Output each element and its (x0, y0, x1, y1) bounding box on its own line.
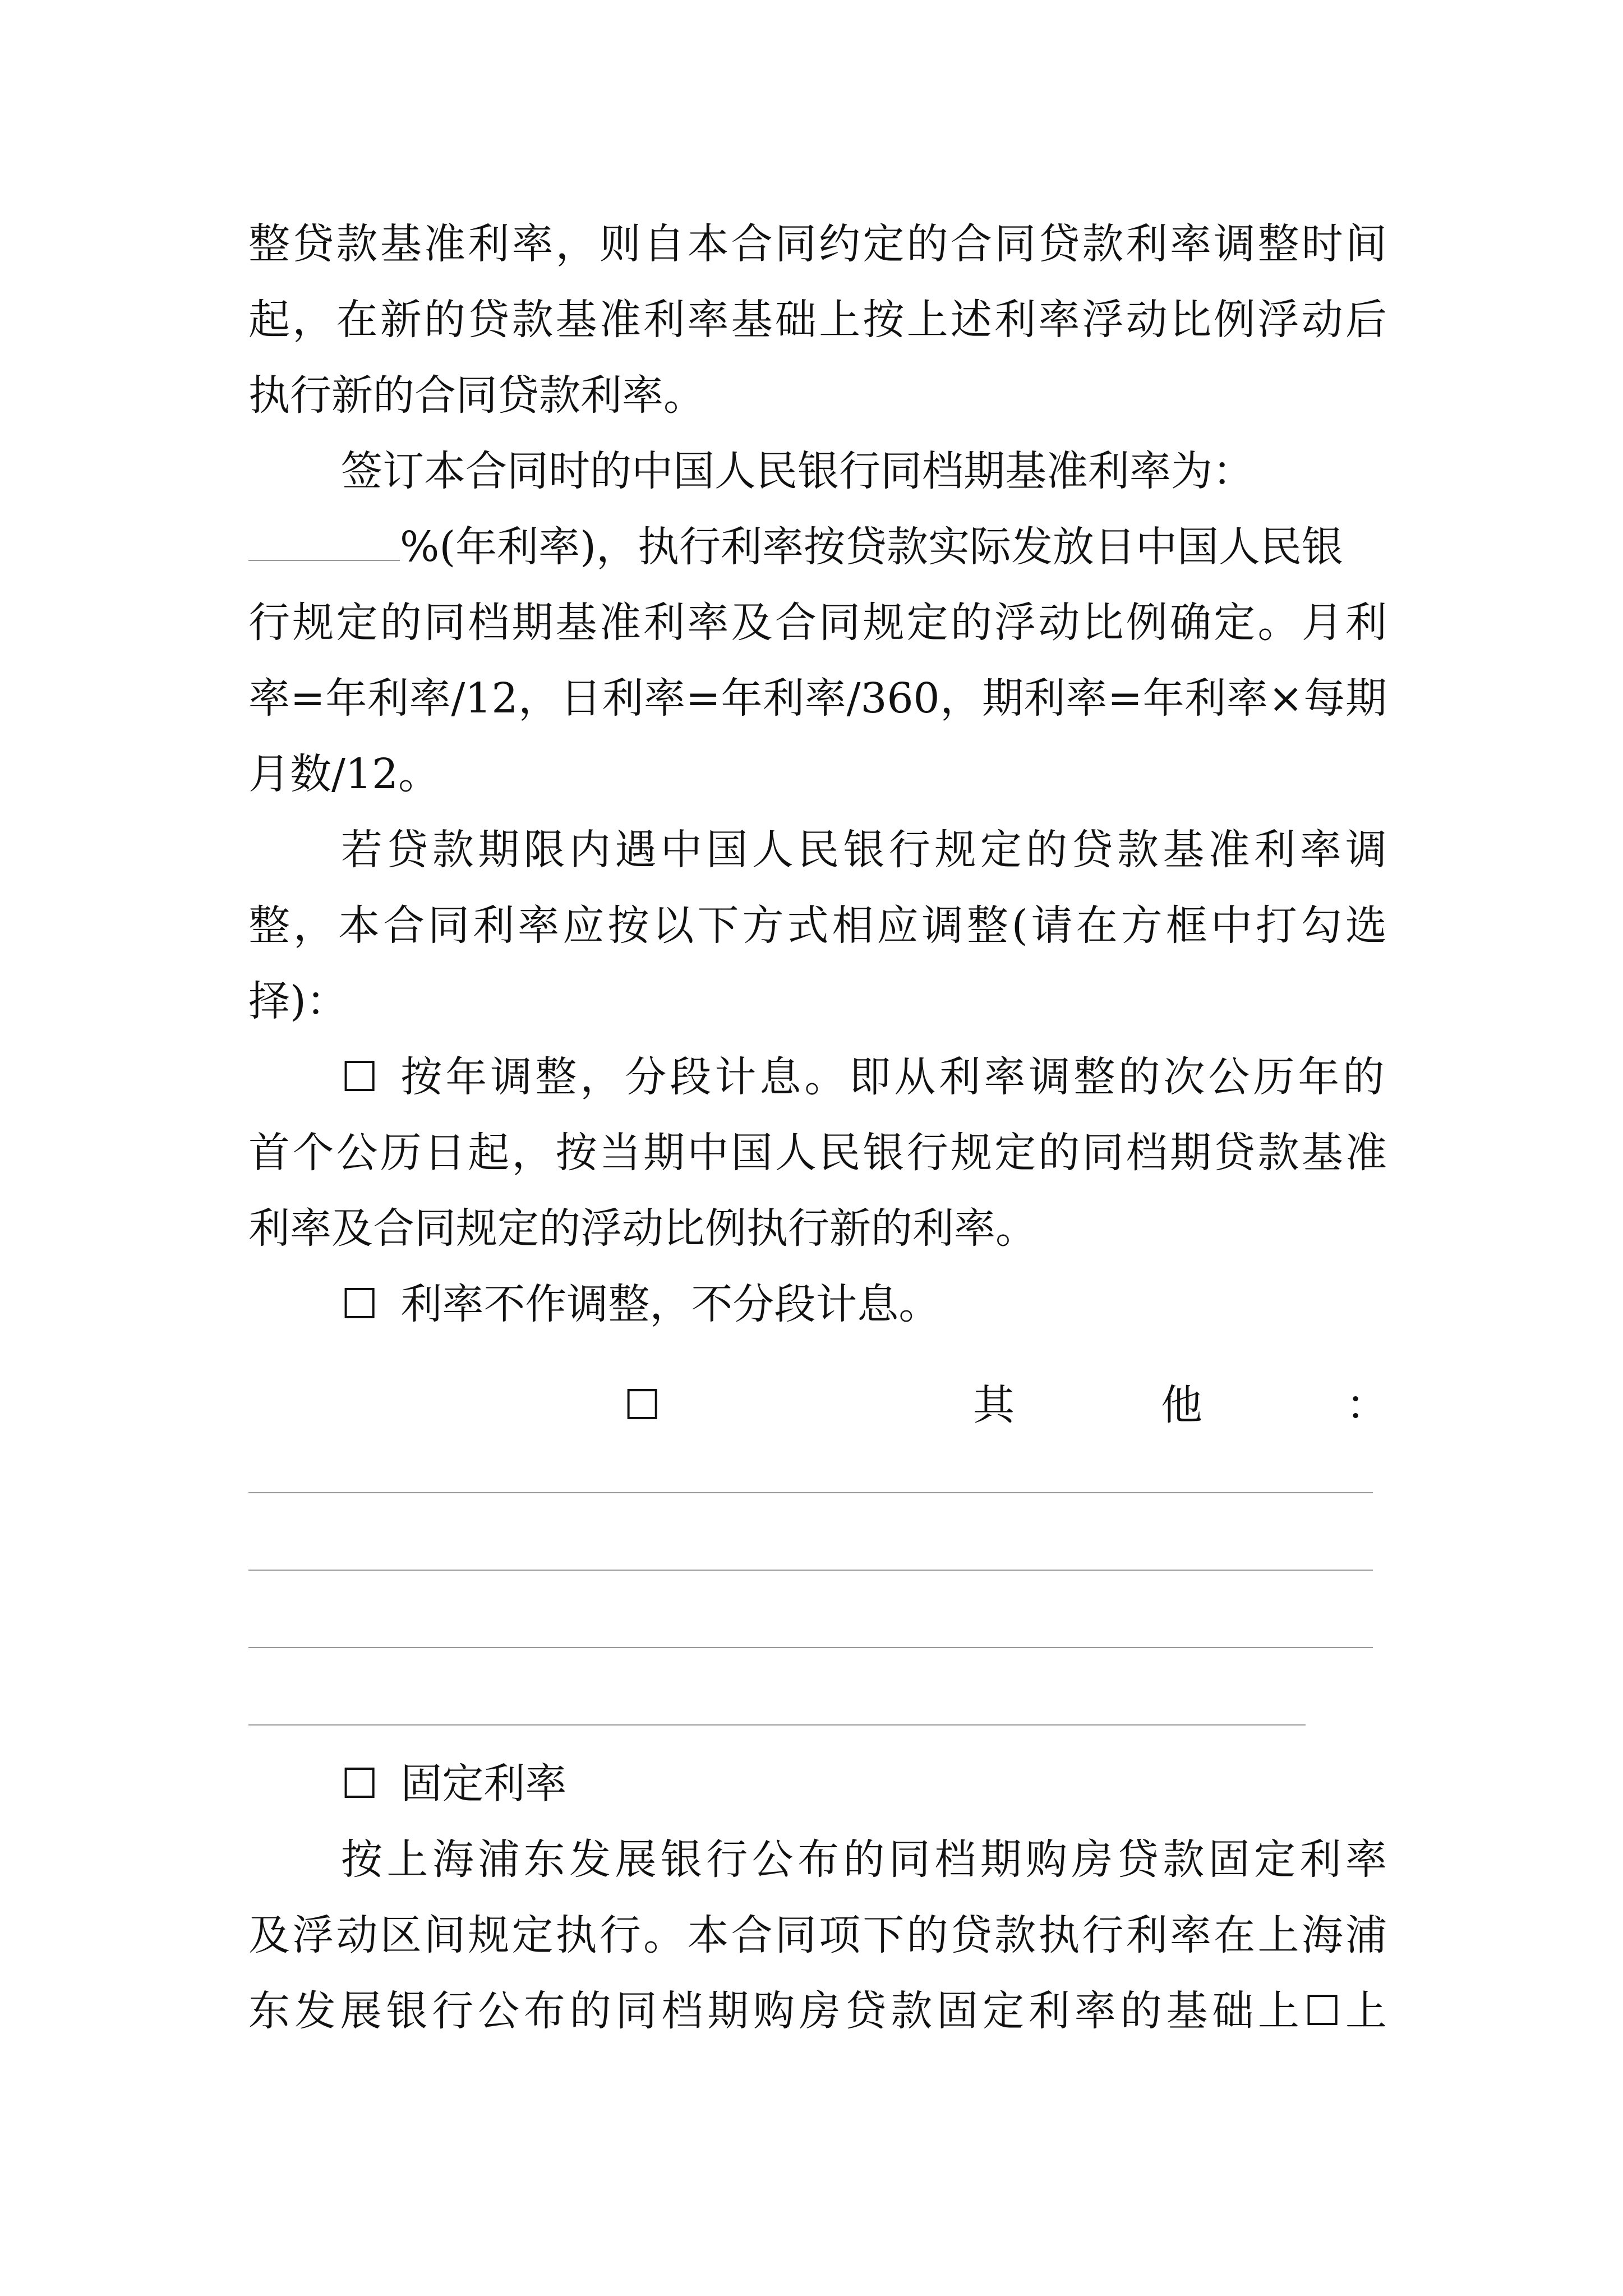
paragraph-text: 按年调整，分段计息。即从利率调整的次公历年的 (400, 1053, 1388, 1101)
option-fixed-line (341, 1760, 1387, 1808)
blank-line[interactable] (248, 1647, 1373, 1648)
option-yearly-line (341, 1053, 1388, 1101)
paragraph-line: 东发展银行公布的同档期购房贷款固定利率的基础上☐上 (248, 1987, 1387, 2035)
paragraph-line: 起，在新的贷款基准利率基础上按上述利率浮动比例浮动后 (248, 296, 1387, 344)
paragraph-line: 签订本合同时的中国人民银行同档期基准利率为： (341, 447, 1254, 495)
paragraph-text: 利率不作调整，不分段计息。 (400, 1280, 940, 1328)
paragraph-line: 率=年利率/12，日利率=年利率/360，期利率=年利率×每期 (248, 674, 1387, 723)
option-no-adjust-line (341, 1280, 1387, 1328)
other-label-char: 其 (973, 1381, 1015, 1429)
paragraph-line: 月数/12。 (248, 750, 440, 798)
paragraph-text: %(年利率)，执行利率按贷款实际发放日中国人民银 (400, 523, 1344, 571)
paragraph-line: 择)： (248, 977, 348, 1025)
other-label-char: 他 (1161, 1381, 1202, 1429)
paragraph-line: 行规定的同档期基准利率及合同规定的浮动比例确定。月利 (248, 599, 1387, 647)
paragraph-line: 及浮动区间规定执行。本合同项下的贷款执行利率在上海浦 (248, 1911, 1387, 1959)
paragraph-line: 整贷款基准利率，则自本合同约定的合同贷款利率调整时间 (248, 220, 1387, 268)
paragraph-line: 利率及合同规定的浮动比例执行新的利率。 (248, 1204, 1037, 1253)
paragraph-line: 整，本合同利率应按以下方式相应调整(请在方框中打勾选 (248, 901, 1387, 950)
blank-line[interactable] (248, 1492, 1373, 1493)
other-colon: ： (1346, 1381, 1387, 1429)
rate-blank-field[interactable] (248, 526, 400, 561)
checkbox-other[interactable]: ☐ (624, 1381, 661, 1429)
paragraph-line: 按上海浦东发展银行公布的同档期购房贷款固定利率 (341, 1835, 1387, 1884)
checkbox-fixed[interactable]: ☐ (341, 1760, 379, 1808)
paragraph-line: 若贷款期限内遇中国人民银行规定的贷款基准利率调 (341, 826, 1387, 874)
checkbox-yearly[interactable]: ☐ (341, 1053, 379, 1101)
blank-line[interactable] (248, 1724, 1306, 1726)
paragraph-line: 首个公历日起，按当期中国人民银行规定的同档期贷款基准 (248, 1129, 1387, 1177)
paragraph-line (248, 523, 1387, 571)
paragraph-text: 固定利率 (400, 1760, 567, 1808)
blank-line[interactable] (248, 1570, 1373, 1571)
paragraph-line: 执行新的合同贷款利率。 (248, 371, 705, 420)
checkbox-no-adjust[interactable]: ☐ (341, 1280, 379, 1328)
